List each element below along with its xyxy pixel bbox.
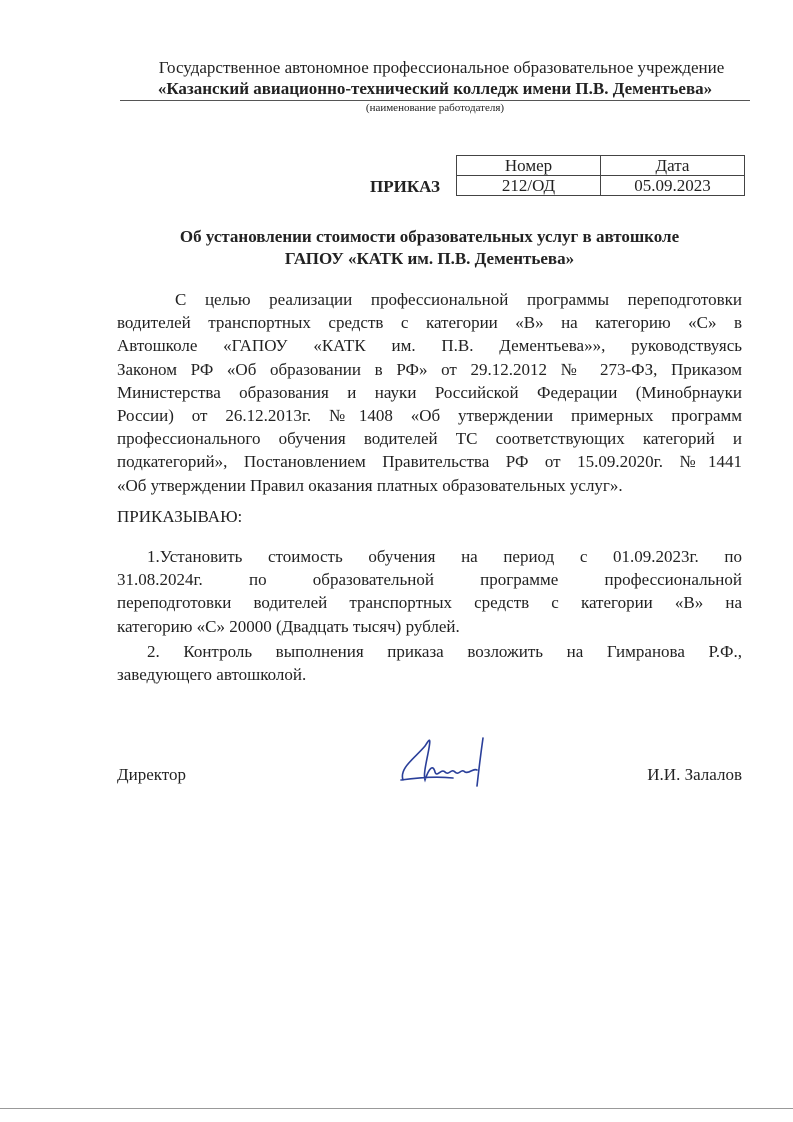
preamble-line: профессионального обучения водителей ТС соответствующих категорий и xyxy=(117,429,742,449)
organization-name-line2: «Казанский авиационно-технический колледж имени П.В. Дементьева» xyxy=(120,79,750,101)
preamble-line: Законом РФ «Об образовании в РФ» от 29.12.2012 № 273-ФЗ, Приказом xyxy=(117,359,742,379)
preamble-line: Автошколе «ГАПОУ «КАТК им. П.В. Дементьева»», руководствуясь xyxy=(117,336,742,356)
organization-caption: (наименование работодателя) xyxy=(365,102,505,114)
preamble-line: подкатегорий», Постановлением Правительства РФ от 15.09.2020г. №1441 xyxy=(117,452,742,472)
signatory-position: Директор xyxy=(117,765,186,784)
item-2 xyxy=(117,640,742,686)
item-2-line: заведующего автошколой. xyxy=(117,665,307,685)
directive: ПРИКАЗЫВАЮ: xyxy=(117,507,243,526)
number-header: Номер xyxy=(457,156,601,176)
order-date: 05.09.2023 xyxy=(601,176,745,196)
handwritten-signature xyxy=(395,728,505,793)
preamble-line: водителей транспортных средств с категории «В» на категорию «С» в xyxy=(117,313,742,333)
item-1 xyxy=(117,545,742,638)
date-header: Дата xyxy=(601,156,745,176)
table-row xyxy=(457,176,745,196)
page-bottom-line xyxy=(0,1108,793,1109)
preamble-line: России) от 26.12.2013г. №1408 «Об утверждении примерных программ xyxy=(117,405,742,425)
item-1-line: переподготовки водителей транспортных средств с категории «В» на xyxy=(117,593,742,613)
order-title xyxy=(117,226,742,270)
order-meta-table xyxy=(456,155,745,196)
item-1-line: 1.Установить стоимость обучения на период с 01.09.2023г. по xyxy=(147,547,742,566)
signatory-name: И.И. Залалов xyxy=(647,765,742,784)
item-1-line: категорию «С» 20000 (Двадцать тысяч) рублей. xyxy=(117,616,460,636)
item-2-line: 2. Контроль выполнения приказа возложить на Гимранова Р.Ф., xyxy=(147,642,742,661)
order-label: ПРИКАЗ xyxy=(370,177,440,196)
order-number: 212/ОД xyxy=(457,176,601,196)
order-title-line1: Об установлении стоимости образовательных услуг в автошколе xyxy=(179,227,680,246)
preamble-paragraph xyxy=(117,288,742,497)
table-header-row xyxy=(457,156,745,176)
order-title-line2: ГАПОУ «КАТК им. П.В. Дементьева» xyxy=(284,249,575,268)
organization-name-line1: Государственное автономное профессиональное образовательное учреждение xyxy=(158,58,725,77)
preamble-line: С целью реализации профессиональной программы переподготовки xyxy=(175,290,742,309)
item-1-line: 31.08.2024г. по образовательной программе профессиональной xyxy=(117,570,742,590)
preamble-line: «Об утверждении Правил оказания платных образовательных услуг». xyxy=(117,475,623,495)
preamble-line: Министерства образования и науки Российской Федерации (Минобрнауки xyxy=(117,382,742,402)
